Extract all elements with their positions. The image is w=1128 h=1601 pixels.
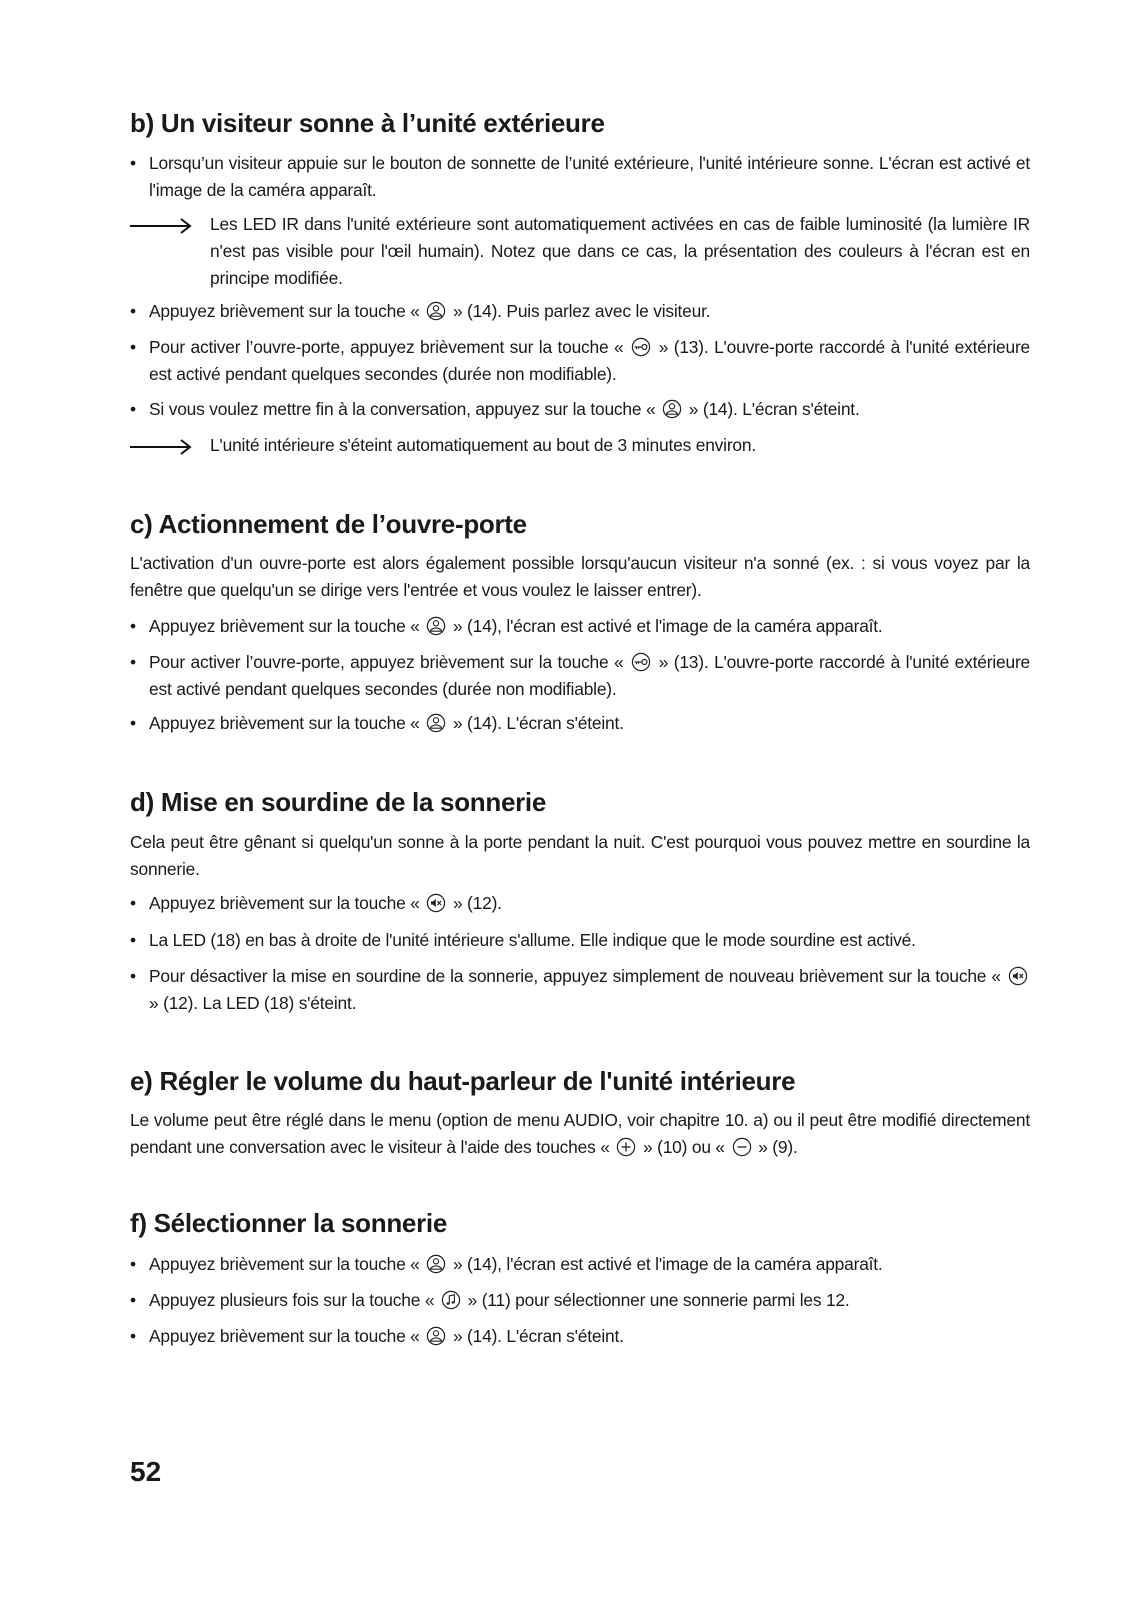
section-b-bullet-3 <box>130 334 1030 388</box>
section-c-title: c) Actionnement de l’ouvre-porte <box>130 509 527 539</box>
section-d-title: d) Mise en sourdine de la sonnerie <box>130 787 547 817</box>
section-c-paragraph: L'activation d'un ouvre-porte est alors également possible lorsqu'aucun visiteur n'a sonné (ex. : si vous voyez par la fenêtre que quelqu'un se dirige vers l'entrée et vous voulez le laisser entrer). <box>130 553 1030 600</box>
mute-icon <box>426 893 446 913</box>
bullet-text: Appuyez plusieurs fois sur la touche « <box>149 1290 435 1310</box>
bullet-text: » (14), l'écran est activé et l'image de la caméra apparaît. <box>452 1254 883 1274</box>
talk-icon <box>426 713 446 733</box>
section-c-bullet-2 <box>130 649 1030 703</box>
bullet-text: » (14), l'écran est activé et l'image de la caméra apparaît. <box>452 616 883 636</box>
mute-icon <box>1008 966 1028 986</box>
section-e-paragraph <box>130 1107 1030 1161</box>
section-d-bullet-3 <box>130 963 1030 1017</box>
arrow-icon <box>130 216 194 236</box>
paragraph-text: Le volume peut être réglé dans le menu (option de menu AUDIO, voir chapitre 10. a) ou il peut être modifié directement pendant une conversation avec le visiteur à l'aide des touches « <box>130 1110 1030 1157</box>
section-b-title: b) Un visiteur sonne à l’unité extérieure <box>130 108 605 138</box>
bullet-text: Appuyez brièvement sur la touche « <box>149 1326 420 1346</box>
bullet-text: Appuyez brièvement sur la touche « <box>149 893 420 913</box>
bullet-text: » (14). L'écran s'éteint. <box>452 713 624 733</box>
section-d-bullet-2 <box>130 927 1030 954</box>
minus-icon <box>732 1137 752 1157</box>
bullet-text: » (12). La LED (18) s'éteint. <box>149 993 357 1013</box>
bullet-text: Appuyez brièvement sur la touche « <box>149 713 420 733</box>
section-d-paragraph: Cela peut être gênant si quelqu'un sonne à la porte pendant la nuit. C'est pourquoi vous pouvez mettre en sourdine la sonnerie. <box>130 832 1030 879</box>
talk-icon <box>426 301 446 321</box>
section-c-bullet-3 <box>130 710 1030 737</box>
arrow-icon <box>130 437 194 457</box>
bullet-text: » (13). L'ouvre-porte raccordé à l'unité extérieure est activé pendant quelques secondes (durée non modifiable). <box>149 337 1031 384</box>
page-number: 52 <box>130 1456 162 1487</box>
bullet-text: Lorsqu’un visiteur appuie sur le bouton de sonnette de l’unité extérieure, l'unité intérieure sonne. L'écran est activé et l'image de la caméra apparaît. <box>149 153 1030 200</box>
paragraph-text: » (10) ou « <box>643 1137 725 1157</box>
talk-icon <box>426 616 446 636</box>
section-f-title: f) Sélectionner la sonnerie <box>130 1208 447 1238</box>
section-f-bullet-2 <box>130 1287 1030 1314</box>
bullet-text: » (14). L'écran s'éteint. <box>452 1326 624 1346</box>
bullet-text: Appuyez brièvement sur la touche « <box>149 1254 420 1274</box>
melody-icon <box>441 1290 461 1310</box>
bullet-text: La LED (18) en bas à droite de l'unité intérieure s'allume. Elle indique que le mode sourdine est activé. <box>149 930 916 950</box>
section-c-bullet-1 <box>130 613 1030 640</box>
section-b-bullet-2 <box>130 298 1030 325</box>
door-key-icon <box>631 652 651 672</box>
section-e-title: e) Régler le volume du haut-parleur de l'unité intérieure <box>130 1066 796 1096</box>
bullet-text: » (12). <box>452 893 502 913</box>
plus-icon <box>616 1137 636 1157</box>
bullet-text: Si vous voulez mettre fin à la conversation, appuyez sur la touche « <box>149 399 656 419</box>
talk-icon <box>426 1254 446 1274</box>
section-b-note-1: Les LED IR dans l'unité extérieure sont automatiquement activées en cas de faible luminosité (la lumière IR n'est pas visible pour l'œil humain). Notez que dans ce cas, la présentation des couleurs à l'écran est en principe modifiée. <box>210 214 1030 288</box>
bullet-text: Pour activer l’ouvre-porte, appuyez brièvement sur la touche « <box>149 652 624 672</box>
bullet-text: Pour désactiver la mise en sourdine de la sonnerie, appuyez simplement de nouveau brièvement sur la touche « <box>149 966 1001 986</box>
talk-icon <box>662 399 682 419</box>
section-f-bullet-1 <box>130 1251 1030 1278</box>
talk-icon <box>426 1326 446 1346</box>
bullet-text: » (13). L'ouvre-porte raccordé à l'unité extérieure est activé pendant quelques secondes (durée non modifiable). <box>149 652 1031 699</box>
section-f-bullet-3 <box>130 1323 1030 1350</box>
section-b-bullet-4 <box>130 396 1030 423</box>
bullet-text: » (14). L'écran s'éteint. <box>688 399 860 419</box>
door-key-icon <box>631 337 651 357</box>
bullet-text: Appuyez brièvement sur la touche « <box>149 616 420 636</box>
section-b-note-2: L'unité intérieure s'éteint automatiquement au bout de 3 minutes environ. <box>210 435 756 455</box>
bullet-text: Pour activer l’ouvre-porte, appuyez brièvement sur la touche « <box>149 337 624 357</box>
bullet-text: » (11) pour sélectionner une sonnerie parmi les 12. <box>467 1290 850 1310</box>
section-d-bullet-1 <box>130 890 1030 917</box>
bullet-text: Appuyez brièvement sur la touche « <box>149 301 420 321</box>
section-b-bullet-1 <box>130 150 1030 204</box>
bullet-text: » (14). Puis parlez avec le visiteur. <box>452 301 711 321</box>
paragraph-text: » (9). <box>758 1137 798 1157</box>
